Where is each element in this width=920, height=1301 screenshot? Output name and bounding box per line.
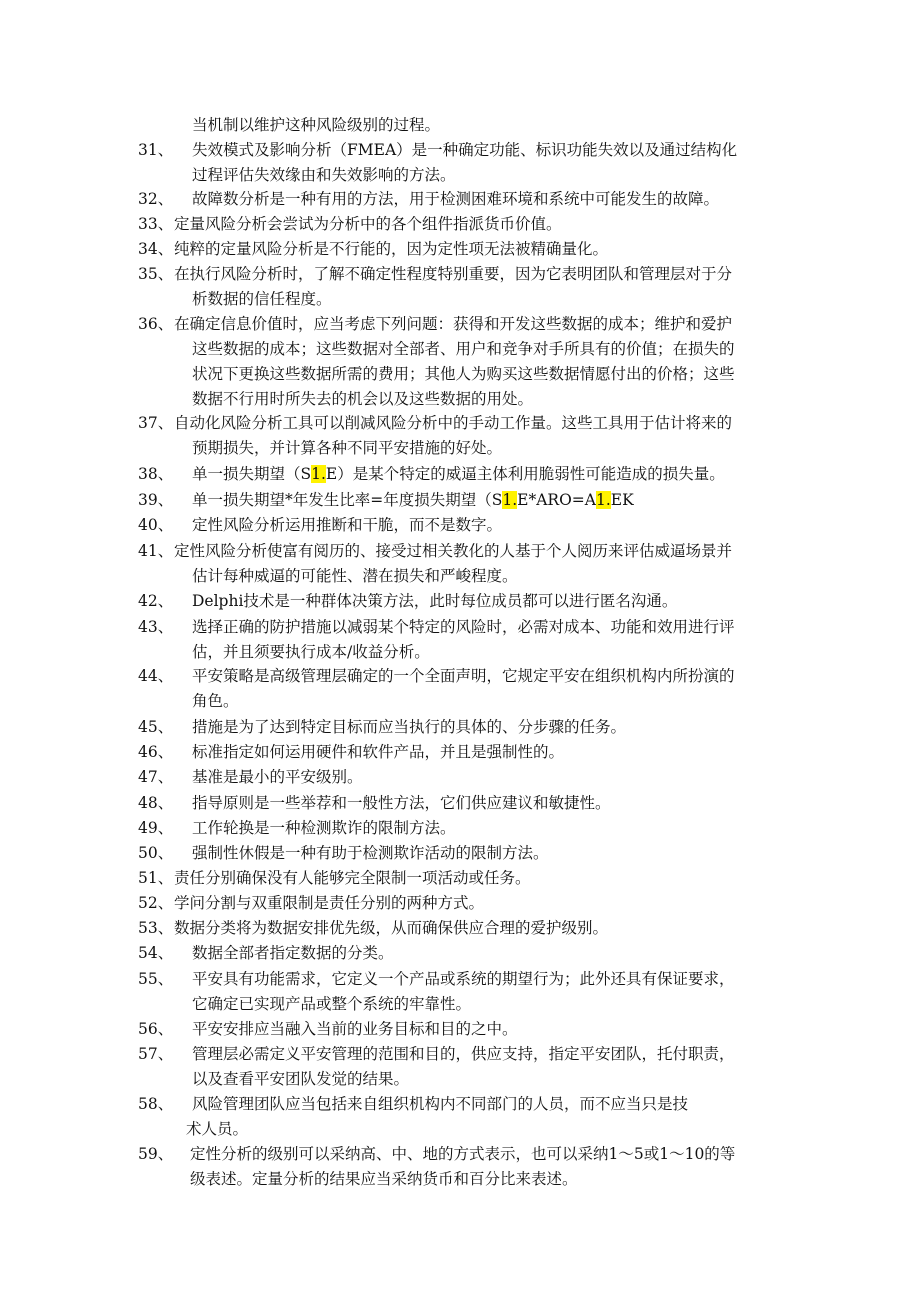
item-number: 44、 — [138, 667, 174, 685]
list-item-52: 52、 学问分割与双重限制是责任分别的两种方式。 — [138, 891, 788, 916]
highlighted-text: 1. — [502, 491, 518, 509]
list-item-56: 56、 平安安排应当融入当前的业务目标和目的之中。 — [138, 1017, 788, 1042]
list-item-57: 57、 管理层必需定义平安管理的范围和目的，供应支持，指定平安团队，托付职责， 以及查看平安团队发觉的结果。 — [138, 1042, 788, 1092]
item-number: 37、 — [138, 414, 174, 432]
list-item-32: 32、 故障数分析是一种有用的方法，用于检测困难环境和系统中可能发生的故障。 — [138, 187, 788, 212]
item-number: 49、 — [138, 819, 174, 837]
list-item-35: 35、 在执行风险分析时，了解不确定性程度特别重要，因为它表明团队和管理层对于分 析数据的信任程度。 — [138, 262, 788, 312]
item-number: 41、 — [138, 542, 174, 560]
list-item-55: 55、 平安具有功能需求，它定义一个产品或系统的期望行为；此外还具有保证要求， 它确定已实现产品或整个系统的牢靠性。 — [138, 967, 788, 1017]
list-item-44: 44、 平安策略是高级管理层确定的一个全面声明，它规定平安在组织机构内所扮演的 角色。 — [138, 664, 788, 714]
list-item-37: 37、 自动化风险分析工具可以削减风险分析中的手动工作量。这些工具用于估计将来的 预期损失，并计算各种不同平安措施的好处。 — [138, 411, 788, 461]
list-item-38: 38、 单一损失期望（S1.E）是某个特定的威逼主体利用脆弱性可能造成的损失量。 — [138, 462, 788, 487]
list-item-45: 45、 措施是为了达到特定目标而应当执行的具体的、分步骤的任务。 — [138, 715, 788, 740]
item-number: 52、 — [138, 894, 174, 912]
list-item-48: 48、 指导原则是一些举荐和一般性方法，它们供应建议和敏捷性。 — [138, 791, 788, 816]
list-item-58: 58、 风险管理团队应当包括来自组织机构内不同部门的人员，而不应当只是技 术人员。 — [138, 1092, 788, 1142]
list-item-34: 34、 纯粹的定量风险分析是不行能的，因为定性项无法被精确量化。 — [138, 237, 788, 262]
item-number: 45、 — [138, 718, 174, 736]
item-number: 53、 — [138, 919, 174, 937]
list-item-31: 31、 失效模式及影响分析（FMEA）是一种确定功能、标识功能失效以及通过结构化 过程评估失效缘由和失效影响的方法。 — [138, 138, 788, 188]
item-number: 47、 — [138, 768, 174, 786]
list-item-36: 36、 在确定信息价值时，应当考虑下列问题：获得和开发这些数据的成本；维护和爱护 这些数据的成本；这些数据对全部者、用户和竞争对手所具有的价值；在损失的 状况下更换这些数据所需的费用；其他人为购买这些数据情愿付出的价格；这些 数据不行用时所失去的机会以及这些数据的用处。 — [138, 312, 788, 412]
list-item-59: 59、 定性分析的级别可以采纳高、中、地的方式表示，也可以采纳1～5或1～10的等 级表述。定量分析的结果应当采纳货币和百分比来表述。 — [138, 1142, 788, 1192]
item-number: 50、 — [138, 844, 174, 862]
list-item-51: 51、 责任分别确保没有人能够完全限制一项活动或任务。 — [138, 866, 788, 891]
item-number: 58、 — [138, 1095, 174, 1113]
list-item-33: 33、 定量风险分析会尝试为分析中的各个组件指派货币价值。 — [138, 212, 788, 237]
item-number: 57、 — [138, 1045, 174, 1063]
list-item-53: 53、 数据分类将为数据安排优先级，从而确保供应合理的爱护级别。 — [138, 916, 788, 941]
item-number: 38、 — [138, 465, 174, 483]
item-number: 59、 — [138, 1145, 174, 1163]
item-number: 39、 — [138, 491, 174, 509]
list-item-42: 42、 Delphi技术是一种群体决策方法，此时每位成员都可以进行匿名沟通。 — [138, 589, 788, 614]
list-item-41: 41、 定性风险分析使富有阅历的、接受过相关教化的人基于个人阅历来评估威逼场景并 估计每种威逼的可能性、潜在损失和严峻程度。 — [138, 539, 788, 589]
item-number: 32、 — [138, 190, 174, 208]
item-number: 31、 — [138, 141, 174, 159]
list-item-continuation: 当机制以维护这种风险级别的过程。 — [192, 116, 441, 134]
item-number: 36、 — [138, 315, 174, 333]
item-number: 51、 — [138, 869, 174, 887]
item-number: 46、 — [138, 743, 174, 761]
item-number: 54、 — [138, 944, 174, 962]
list-item-50: 50、 强制性休假是一种有助于检测欺诈活动的限制方法。 — [138, 841, 788, 866]
list-item-43: 43、 选择正确的防护措施以减弱某个特定的风险时，必需对成本、功能和效用进行评 估，并且须要执行成本/收益分析。 — [138, 615, 788, 665]
highlighted-text: 1. — [595, 491, 611, 509]
highlighted-text: 1. — [311, 465, 326, 483]
item-number: 42、 — [138, 592, 174, 610]
item-number: 35、 — [138, 265, 174, 283]
item-number: 56、 — [138, 1020, 174, 1038]
list-item-46: 46、 标准指定如何运用硬件和软件产品，并且是强制性的。 — [138, 740, 788, 765]
item-number: 40、 — [138, 516, 174, 534]
list-item-39: 39、 单一损失期望*年发生比率=年度损失期望（S1.E*ARO=A1.EK — [138, 488, 788, 513]
item-number: 33、 — [138, 215, 174, 233]
item-number: 48、 — [138, 794, 174, 812]
list-item-49: 49、 工作轮换是一种检测欺诈的限制方法。 — [138, 816, 788, 841]
list-item-47: 47、 基准是最小的平安级别。 — [138, 765, 788, 790]
item-number: 55、 — [138, 970, 174, 988]
list-item-40: 40、 定性风险分析运用推断和干脆，而不是数字。 — [138, 513, 788, 538]
item-number: 34、 — [138, 240, 174, 258]
item-number: 43、 — [138, 618, 174, 636]
list-item-54: 54、 数据全部者指定数据的分类。 — [138, 941, 788, 966]
